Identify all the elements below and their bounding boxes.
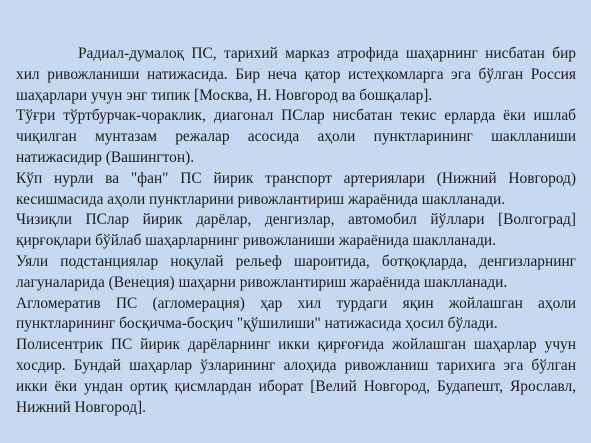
paragraph-multi-ray-fan: Кўп нурли ва "фан" ПС йирик транспорт артериялари (Нижний Новгород) кесишмасида аҳоли пунктларини ривожлантириш жараёнида шаклланади. xyxy=(16,169,576,208)
paragraph-radial-circular: Радиал-думалоқ ПС, тарихий марказ атрофида шаҳарнинг нисбатан бир хил ривожланиши натижасида. Бир неча қатор истеҳкомларга эга бўлган Россия шаҳарлари учун энг типик [Москва, Н. Новгород ва бошқалар]. xyxy=(16,45,576,104)
paragraph-polycentric: Полисентрик ПС йирик дарёларнинг икки қирғоғида жойлашган шаҳарлар учун хосдир. Бундай шаҳарлар ўзларининг алоҳида ривожланиш тарихига эга бўлган икки ёки ундан ортиқ қисмлардан иборат [Велий Новгород, Будапешт, Ярославл, Нижний Новгород]. xyxy=(16,336,576,416)
paragraph-cellular: Уяли подстанциялар ноқулай рельеф шароитида, ботқоқларда, денгизларнинг лагуналарида (Венеция) шаҳарни ривожлантириш жараёнида шаклланади. xyxy=(16,252,576,291)
paragraph-linear: Чизиқли ПСлар йирик дарёлар, денгизлар, автомобил йўллари [Волгоград] қирғоқлари бўйлаб шаҳарларнинг ривожланиши жараёнида шаклланади. xyxy=(16,211,576,250)
paragraph-rectangular-diagonal: Тўғри тўртбурчак-чораклик, диагонал ПСлар нисбатан текис ерларда ёки ишлаб чиқилган мунтазам режалар асосида аҳоли пунктларининг шаклланиши натижасидир (Вашингтон). xyxy=(16,107,576,166)
document-body xyxy=(16,44,576,418)
paragraph-agglomerative: Агломератив ПС (агломерация) ҳар хил турдаги яқин жойлашган аҳоли пунктларининг босқичма-босқич "қўшилиши" натижасида ҳосил бўлади. xyxy=(16,294,576,333)
